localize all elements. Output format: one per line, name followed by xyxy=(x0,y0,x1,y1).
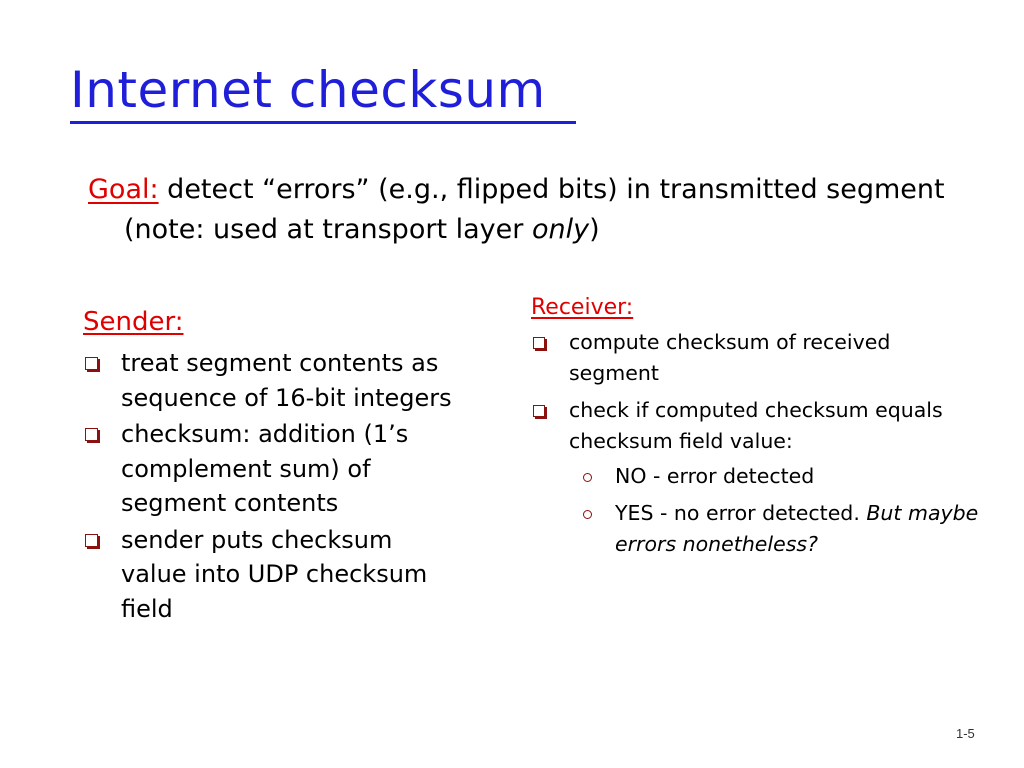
list-item xyxy=(531,395,981,560)
list-item xyxy=(83,346,463,415)
list-item xyxy=(531,327,981,389)
sender-heading: Sender: xyxy=(83,307,184,337)
sender-list xyxy=(83,346,463,626)
title-underline xyxy=(70,121,576,124)
square-bullet-icon xyxy=(533,337,545,349)
goal-text-end: ) xyxy=(589,214,600,245)
slide-title: Internet checksum xyxy=(70,61,546,119)
goal-emphasis: only xyxy=(531,214,590,245)
receiver-sublist xyxy=(569,461,981,560)
goal-statement xyxy=(88,170,1024,250)
list-item xyxy=(569,498,981,560)
receiver-column xyxy=(531,293,981,566)
receiver-list xyxy=(531,327,981,560)
list-item xyxy=(569,461,981,492)
receiver-heading: Receiver: xyxy=(531,295,634,320)
page-number: 1-5 xyxy=(956,726,975,741)
square-bullet-icon xyxy=(85,357,98,370)
sender-item-text: checksum: addition (1’s complement sum) of segment contents xyxy=(121,420,409,517)
circle-bullet-icon xyxy=(583,510,592,519)
subitem-emphasis: But maybe errors nonetheless? xyxy=(615,501,979,556)
list-item xyxy=(83,417,463,521)
goal-text: detect “errors” (e.g., flipped bits) in transmitted segment (note: used at transport layer xyxy=(124,174,945,245)
square-bullet-icon xyxy=(533,405,545,417)
square-bullet-icon xyxy=(85,428,98,441)
goal-label: Goal: xyxy=(88,174,159,205)
subitem-text: NO - error detected xyxy=(615,464,815,488)
receiver-item-text: compute checksum of received segment xyxy=(569,330,891,385)
list-item xyxy=(83,523,463,627)
square-bullet-icon xyxy=(85,534,98,547)
sender-column xyxy=(83,304,463,628)
sender-item-text: treat segment contents as sequence of 16-bit integers xyxy=(121,349,452,412)
circle-bullet-icon xyxy=(583,473,592,482)
sender-item-text: sender puts checksum value into UDP checksum field xyxy=(121,525,428,623)
subitem-text: YES - no error detected. xyxy=(615,501,867,525)
receiver-item-text: check if computed checksum equals checksum field value: xyxy=(569,398,943,453)
